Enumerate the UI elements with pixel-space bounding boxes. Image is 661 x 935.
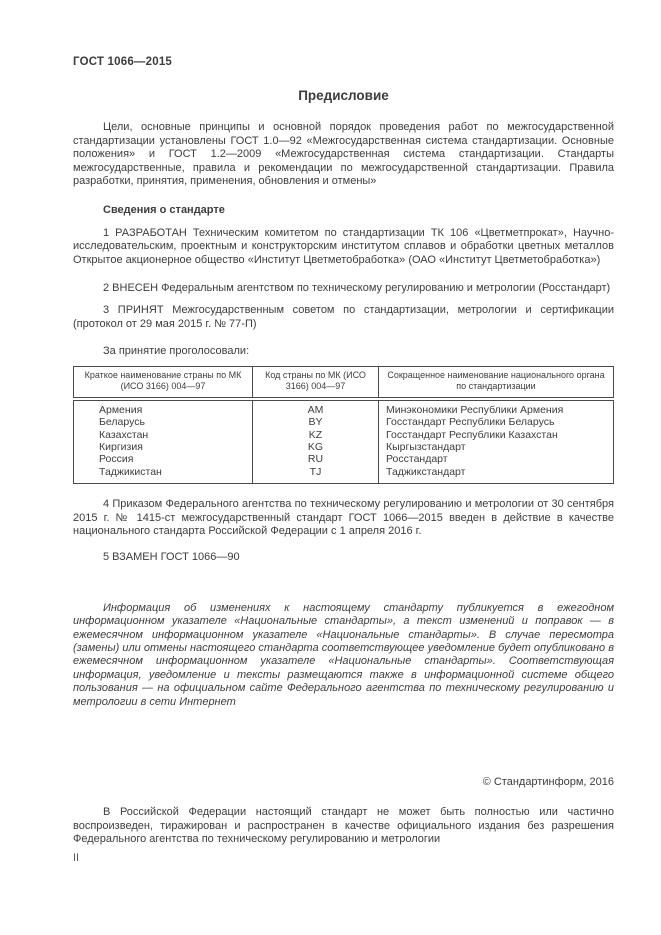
table-row <box>74 466 614 484</box>
cell-country: Казахстан <box>74 429 253 441</box>
col-header-country-name: Краткое наименование страны по МК (ИСО 3166) 004—97 <box>74 366 253 399</box>
section-heading: Сведения о стандарте <box>103 204 225 217</box>
table-row <box>74 429 614 441</box>
vote-intro: За принятие проголосовали: <box>103 345 250 358</box>
cell-body: Таджикстандарт <box>379 466 614 484</box>
cell-country: Киргизия <box>74 441 253 453</box>
item-replaces: 5 ВЗАМЕН ГОСТ 1066—90 <box>103 551 240 564</box>
cell-country: Таджикистан <box>74 466 253 484</box>
table-row <box>74 453 614 465</box>
cell-body: Госстандарт Республики Казахстан <box>379 429 614 441</box>
item-enacted: 4 Приказом Федерального агентства по техническому регулированию и метрологии от 30 сентября 2015 г. № 1415-ст межгосударственный стандарт ГОСТ 1066—2015 введен в действие в качестве национального стандарта Российской Федерации с 1 апреля 2016 г. <box>73 498 614 537</box>
vote-table-header <box>74 366 614 399</box>
page-number: II <box>73 851 80 864</box>
table-row <box>74 399 614 416</box>
table-header-row <box>74 366 614 399</box>
amendment-note: Информация об изменениях к настоящему стандарту публикуется в ежегодном информационном указателе «Национальные стандарты», а текст изменений и поправок — в ежемесячном информационном указателе «Национальные стандарты». В случае пересмотра (замены) или отмены настоящего стандарта соответствующее уведомление будет опубликовано в ежемесячном информационном указателе «Национальные стандарты». Соответствующая информация, уведомление и тексты размещаются также в информационной системе общего пользования — на официальном сайте Федерального агентства по техническому регулированию и метрологии в сети Интернет <box>73 601 614 708</box>
cell-code: KG <box>253 441 379 453</box>
cell-body: Минэкономики Республики Армения <box>379 399 614 416</box>
page-title: Предисловие <box>298 88 389 104</box>
vote-table <box>73 366 614 484</box>
vote-table-body <box>74 399 614 484</box>
copyright-line: © Стандартинформ, 2016 <box>482 776 614 788</box>
item-adopted: 3 ПРИНЯТ Межгосударственным советом по стандартизации, метрологии и сертификации (протокол от 29 мая 2015 г. № 77-П) <box>73 304 614 330</box>
cell-body: Госстандарт Республики Беларусь <box>379 416 614 428</box>
cell-code: RU <box>253 453 379 465</box>
cell-code: AM <box>253 399 379 416</box>
cell-body: Росстандарт <box>379 453 614 465</box>
doc-number: ГОСТ 1066—2015 <box>73 56 173 68</box>
page-content <box>73 56 614 865</box>
col-header-country-code: Код страны по МК (ИСО 3166) 004—97 <box>253 366 379 399</box>
item-submitted: 2 ВНЕСЕН Федеральным агентством по техническому регулированию и метрологии (Росстандарт) <box>103 282 611 295</box>
col-header-national-body: Сокращенное наименование национального органа по стандартизации <box>379 366 614 399</box>
cell-country: Россия <box>74 453 253 465</box>
cell-code: BY <box>253 416 379 428</box>
cell-code: TJ <box>253 466 379 484</box>
intro-paragraph: Цели, основные принципы и основной порядок проведения работ по межгосударственной стандартизации установлены ГОСТ 1.0—92 «Межгосударственная система стандартизации. Основные положения» и ГОСТ 1.2—2009 «Межгосударственная система стандартизации. Стандарты межгосударственные, правила и рекомендации по межгосударственной стандартизации. Правила разработки, принятия, применения, обновления и отмены» <box>73 121 614 188</box>
reproduction-restriction: В Российской Федерации настоящий стандарт не может быть полностью или частично воспроизведен, тиражирован и распространен в качестве официального издания без разрешения Федерального агентства по техническому регулированию и метрологии <box>73 806 614 846</box>
cell-country: Беларусь <box>74 416 253 428</box>
table-row <box>74 441 614 453</box>
cell-code: KZ <box>253 429 379 441</box>
cell-body: Кыргызстандарт <box>379 441 614 453</box>
table-row <box>74 416 614 428</box>
cell-country: Армения <box>74 399 253 416</box>
item-developed: 1 РАЗРАБОТАН Техническим комитетом по стандартизации ТК 106 «Цветметпрокат», Научно-исследовательским, проектным и конструкторским институтом сплавов и обработки цветных металлов Открытое акционерное общество «Институт Цветметобработка» (ОАО «Институт Цветметобработка») <box>73 226 614 266</box>
